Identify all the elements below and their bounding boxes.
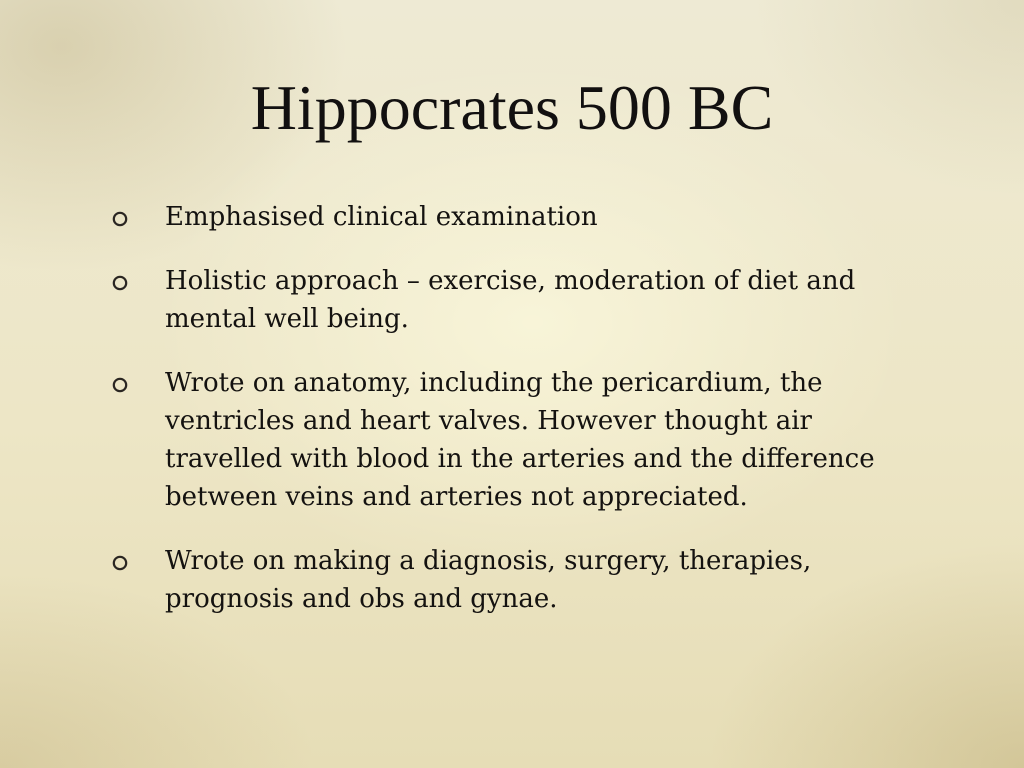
bullet-text: Holistic approach – exercise, moderation of diet and mental well being. — [165, 266, 856, 334]
bullet-text: Wrote on making a diagnosis, surgery, therapies, prognosis and obs and gynae. — [165, 546, 812, 614]
bullet-item — [112, 262, 902, 338]
bullet-text: Wrote on anatomy, including the pericardium, the ventricles and heart valves. However thought air travelled with blood in the arteries and the difference between veins and arteries not appreciated. — [165, 368, 875, 512]
open-circle-icon — [112, 211, 128, 227]
open-circle-icon — [112, 377, 128, 393]
bullet-list — [112, 198, 902, 644]
bullet-item — [112, 198, 902, 236]
bullet-text: Emphasised clinical examination — [165, 202, 598, 232]
open-circle-icon — [112, 555, 128, 571]
bullet-item — [112, 364, 902, 516]
open-circle-icon — [112, 275, 128, 291]
bullet-item — [112, 542, 902, 618]
slide-title: Hippocrates 500 BC — [250, 72, 774, 143]
